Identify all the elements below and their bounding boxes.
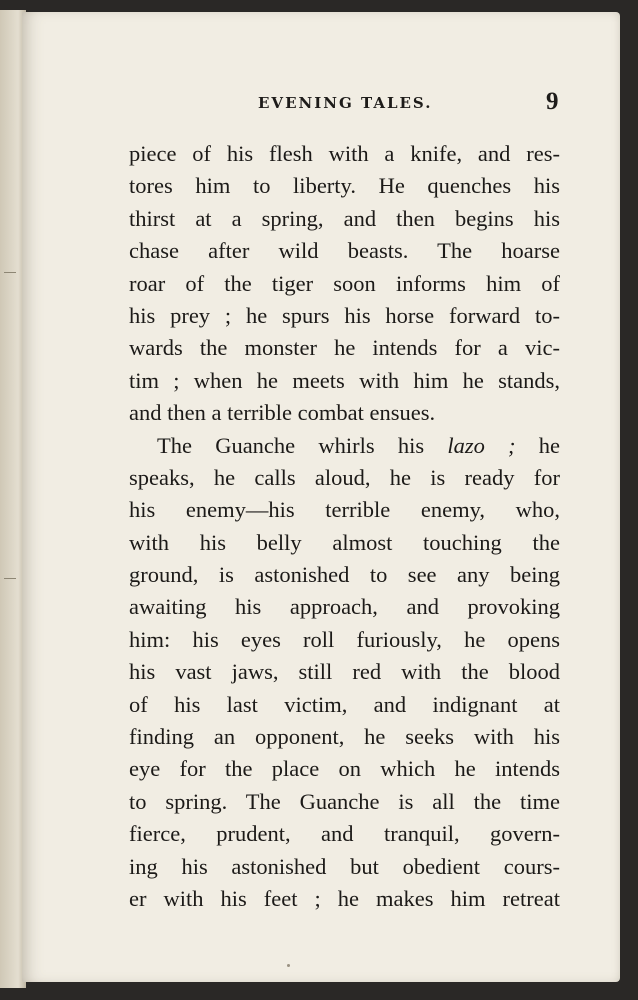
page-edge-mark — [4, 272, 16, 273]
text-line: er with his feet ; he makes him retreat — [129, 885, 560, 911]
book-page — [22, 12, 620, 982]
text-line: tim ; when he meets with him he stands, — [129, 367, 560, 393]
text-line: with his belly almost touching the — [129, 529, 560, 555]
text-run: he — [515, 432, 560, 458]
page-edge-mark — [4, 578, 16, 579]
text-line: chase after wild beasts. The hoarse — [129, 238, 560, 264]
paper-speck — [287, 964, 290, 967]
text-line: ground, is astonished to see any being — [129, 562, 560, 588]
text-line: to spring. The Guanche is all the time — [129, 788, 560, 814]
text-line: eye for the place on which he intends — [129, 756, 560, 782]
text-line: his vast jaws, still red with the blood — [129, 659, 560, 685]
text-line: wards the monster he intends for a vic- — [129, 335, 560, 361]
paragraph-first-line — [129, 430, 560, 462]
text-line: his prey ; he spurs his horse forward to- — [129, 302, 560, 328]
italic-word-lazo: lazo ; — [447, 432, 516, 458]
text-line: finding an opponent, he seeks with his — [129, 724, 560, 750]
running-head-title: EVENING TALES. — [258, 94, 433, 112]
text-line: awaiting his approach, and provoking — [129, 594, 560, 620]
text-line: ing his astonished but obedient cours- — [129, 853, 560, 879]
text-line: him: his eyes roll furiously, he opens — [129, 626, 560, 652]
page-number: 9 — [546, 88, 559, 115]
text-line: piece of his flesh with a knife, and res- — [129, 141, 560, 166]
body-text — [129, 138, 560, 915]
text-line: fierce, prudent, and tranquil, govern- — [129, 821, 560, 847]
text-line: his enemy—his terrible enemy, who, — [129, 497, 560, 523]
text-line: tores him to liberty. He quenches his — [129, 173, 560, 199]
running-head — [22, 88, 620, 118]
text-line: roar of the tiger soon informs him of — [129, 270, 560, 296]
text-run: The Guanche whirls his — [157, 432, 448, 458]
text-line: thirst at a spring, and then begins his — [129, 205, 560, 231]
text-line: of his last victim, and indignant at — [129, 691, 560, 717]
text-line: and then a terrible combat ensues. — [129, 400, 436, 426]
text-line: speaks, he calls aloud, he is ready for — [129, 464, 560, 490]
